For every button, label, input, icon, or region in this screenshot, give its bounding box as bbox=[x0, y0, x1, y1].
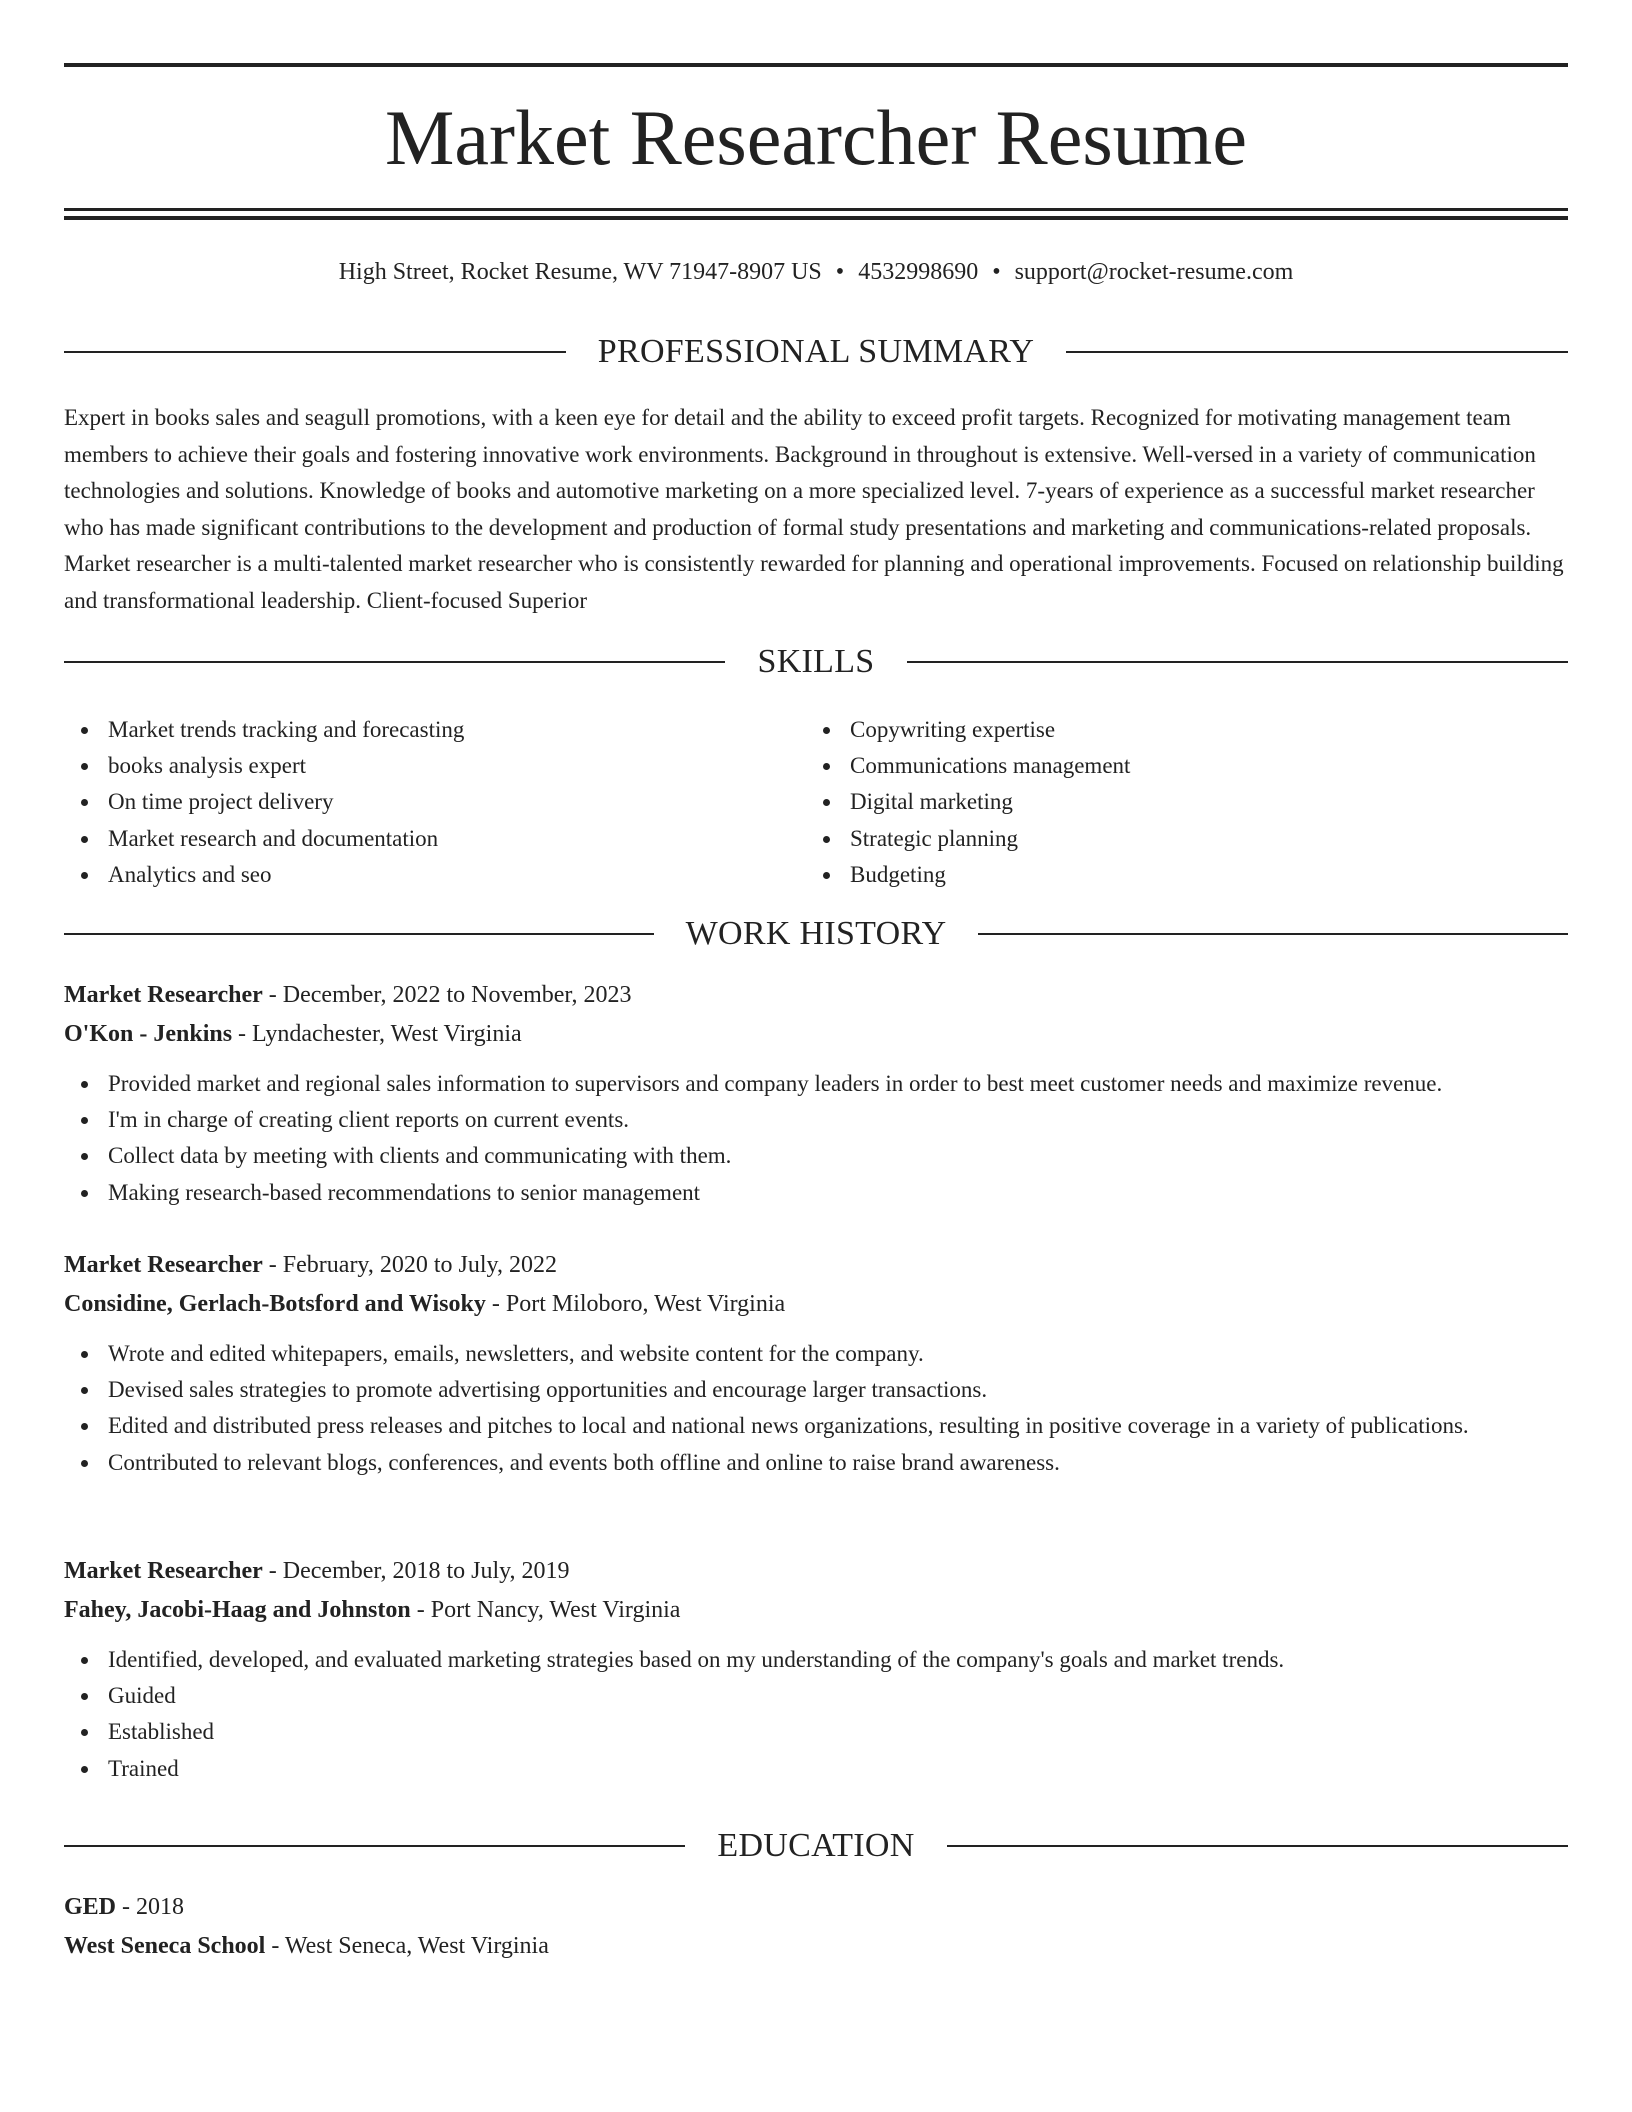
job-bullet: Trained bbox=[64, 1751, 1568, 1787]
contact-email: support@rocket-resume.com bbox=[1014, 259, 1294, 285]
skill-item: Budgeting bbox=[806, 857, 1566, 893]
section-title-education: EDUCATION bbox=[717, 1827, 915, 1864]
dash: - bbox=[262, 1252, 283, 1278]
education-degree: GED bbox=[64, 1894, 117, 1920]
title-double-rule bbox=[64, 208, 1568, 219]
section-header-education bbox=[64, 1826, 1568, 1866]
section-header-summary bbox=[64, 332, 1568, 372]
skill-item: books analysis expert bbox=[64, 748, 804, 784]
skill-item: Analytics and seo bbox=[64, 857, 804, 893]
education-year: 2018 bbox=[136, 1894, 185, 1920]
job-bullet: Provided market and regional sales information to supervisors and company leaders in order to best meet customer needs and maximize revenue. bbox=[64, 1066, 1568, 1102]
job-bullets bbox=[64, 1642, 1568, 1787]
dash: - bbox=[262, 982, 283, 1008]
dash: - bbox=[410, 1597, 431, 1623]
job-bullet: I'm in charge of creating client reports on current events. bbox=[64, 1102, 1568, 1138]
contact-separator: • bbox=[835, 259, 845, 285]
job-location: Lyndachester, West Virginia bbox=[252, 1021, 522, 1047]
skill-item: Digital marketing bbox=[806, 784, 1566, 820]
dash: - bbox=[485, 1291, 506, 1317]
job-location: Port Miloboro, West Virginia bbox=[505, 1291, 786, 1317]
skills-list-right bbox=[806, 712, 1566, 893]
job-bullet: Wrote and edited whitepapers, emails, newsletters, and website content for the company. bbox=[64, 1336, 1568, 1372]
top-rule bbox=[64, 63, 1568, 67]
section-header-work bbox=[64, 914, 1568, 954]
dash: - bbox=[265, 1933, 285, 1959]
job-bullet: Guided bbox=[64, 1678, 1568, 1714]
job-entry bbox=[64, 1246, 1568, 1481]
job-role: Market Researcher bbox=[64, 1558, 263, 1584]
skill-item: Communications management bbox=[806, 748, 1566, 784]
job-company: Considine, Gerlach-Botsford and Wisoky bbox=[64, 1291, 486, 1317]
section-title-summary: PROFESSIONAL SUMMARY bbox=[597, 333, 1035, 370]
job-dates: December, 2022 to November, 2023 bbox=[282, 982, 632, 1008]
dash: - bbox=[116, 1894, 137, 1920]
job-role: Market Researcher bbox=[64, 982, 263, 1008]
contact-line bbox=[64, 255, 1568, 289]
education-location: West Seneca, West Virginia bbox=[284, 1933, 549, 1959]
skill-item: Market research and documentation bbox=[64, 821, 804, 857]
job-entry bbox=[64, 976, 1568, 1211]
job-company: Fahey, Jacobi-Haag and Johnston bbox=[64, 1597, 411, 1623]
skill-item: On time project delivery bbox=[64, 784, 804, 820]
skill-item: Market trends tracking and forecasting bbox=[64, 712, 804, 748]
contact-phone: 4532998690 bbox=[858, 259, 979, 285]
skill-item: Copywriting expertise bbox=[806, 712, 1566, 748]
job-bullet: Identified, developed, and evaluated marketing strategies based on my understanding of the company's goals and market trends. bbox=[64, 1642, 1568, 1678]
job-bullet: Collect data by meeting with clients and communicating with them. bbox=[64, 1138, 1568, 1174]
job-dates: February, 2020 to July, 2022 bbox=[282, 1252, 557, 1278]
job-dates: December, 2018 to July, 2019 bbox=[282, 1558, 570, 1584]
job-entry bbox=[64, 1552, 1568, 1787]
job-bullets bbox=[64, 1336, 1568, 1481]
job-company: O'Kon - Jenkins bbox=[64, 1021, 233, 1047]
job-location: Port Nancy, West Virginia bbox=[430, 1597, 681, 1623]
skills-list-left bbox=[64, 712, 804, 893]
skill-item: Strategic planning bbox=[806, 821, 1566, 857]
job-bullet: Making research-based recommendations to senior management bbox=[64, 1175, 1568, 1211]
dash: - bbox=[262, 1558, 283, 1584]
page-title: Market Researcher Resume bbox=[385, 94, 1247, 181]
education-school: West Seneca School bbox=[64, 1933, 266, 1959]
contact-separator: • bbox=[992, 259, 1001, 285]
education-entry bbox=[64, 1888, 1568, 1966]
job-bullets bbox=[64, 1066, 1568, 1211]
dash: - bbox=[232, 1021, 253, 1047]
section-title-skills: SKILLS bbox=[757, 643, 875, 680]
job-bullet: Edited and distributed press releases and pitches to local and national news organizations, resulting in positive coverage in a variety of publications. bbox=[64, 1408, 1568, 1444]
job-bullet: Contributed to relevant blogs, conferences, and events both offline and online to raise brand awareness. bbox=[64, 1445, 1568, 1481]
section-title-work: WORK HISTORY bbox=[685, 915, 947, 952]
section-header-skills bbox=[64, 642, 1568, 682]
job-role: Market Researcher bbox=[64, 1252, 263, 1278]
summary-text: Expert in books sales and seagull promotions, with a keen eye for detail and the ability to exceed profit targets. Recognized for motivating management team members to achieve their goals and fostering innovative work environments. Background in throughout is extensive. Well-versed in a variety of communication technologies and solutions. Knowledge of books and automotive marketing on a more specialized level. 7-years of experience as a successful market researcher who has made significant contributions to the development and production of formal study presentations and marketing and communications-related proposals. Market researcher is a multi-talented market researcher who is consistently rewarded for planning and operational improvements. Focused on relationship building and transformational leadership. Client-focused Superior bbox=[64, 405, 1564, 613]
job-bullet: Devised sales strategies to promote advertising opportunities and encourage larger transactions. bbox=[64, 1372, 1568, 1408]
contact-address: High Street, Rocket Resume, WV 71947-8907 US bbox=[338, 259, 822, 285]
job-bullet: Established bbox=[64, 1714, 1568, 1750]
